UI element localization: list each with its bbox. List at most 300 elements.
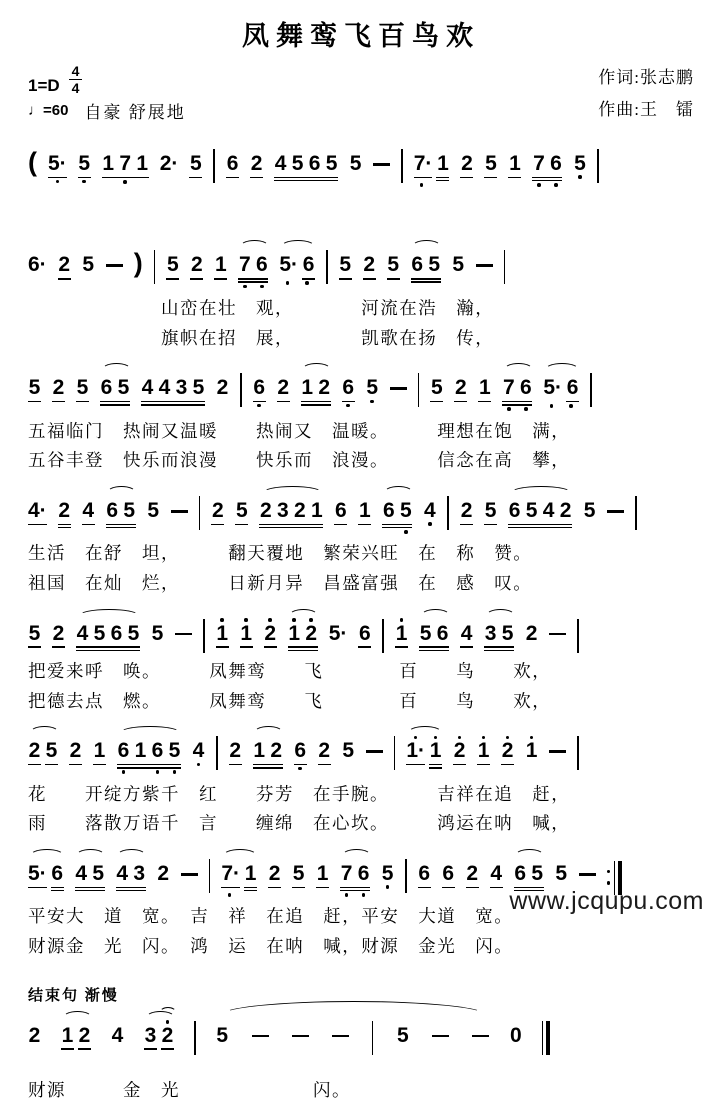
note-number: 2	[52, 621, 65, 645]
barline	[326, 250, 328, 284]
note	[136, 147, 149, 174]
note	[69, 734, 82, 765]
duration-dash	[181, 873, 198, 876]
beam-underlines	[52, 646, 65, 648]
barline	[577, 619, 579, 653]
beam-underlines	[214, 278, 227, 280]
octave-dot	[428, 522, 432, 526]
beam-underlines	[190, 278, 203, 280]
beam-underlines	[406, 764, 425, 766]
note-number: 1	[61, 1023, 74, 1047]
note-group	[141, 371, 205, 405]
note	[316, 857, 329, 888]
note-number: 4	[158, 376, 171, 400]
note	[119, 147, 132, 174]
note-number: 1	[525, 739, 538, 763]
group-notes	[502, 371, 532, 398]
tempo-value: =60	[43, 102, 69, 120]
note	[192, 734, 205, 767]
beam-underlines	[58, 524, 71, 529]
lyrics-row: 财源金 光 闪。 鸿 运 在呐 喊，财源 金光 闪。	[28, 936, 514, 957]
key-signature: 1=D	[28, 76, 60, 96]
note-number: 5	[92, 862, 105, 886]
duration-dash	[390, 387, 407, 390]
note-number: 2	[318, 739, 331, 763]
note	[255, 248, 268, 275]
group-notes	[508, 494, 572, 521]
beam-underlines	[226, 177, 239, 179]
octave-dot-slot	[414, 181, 430, 188]
duration-dash	[476, 264, 493, 267]
beam-underline	[301, 404, 331, 406]
note	[82, 248, 95, 275]
beam-underline	[69, 764, 82, 766]
duration-dash	[579, 873, 596, 876]
note-number: 5	[123, 499, 136, 523]
notes-row	[28, 137, 694, 188]
note-number: 5	[501, 621, 514, 645]
note	[318, 734, 331, 765]
group-notes	[274, 147, 338, 174]
note	[423, 494, 436, 527]
credits-block	[598, 63, 694, 123]
note-number: 1	[509, 152, 521, 176]
beam-underline	[490, 887, 503, 889]
note-number: 5	[555, 862, 568, 886]
beam-underlines	[292, 887, 305, 889]
note	[559, 494, 572, 521]
note-number: 5	[151, 621, 164, 645]
duration-dash	[366, 750, 383, 753]
beam-underline	[240, 646, 253, 648]
notes-row	[28, 724, 694, 775]
octave-dot	[569, 404, 573, 408]
barline	[199, 496, 201, 530]
note-number: 2	[58, 253, 71, 277]
note-number: 0	[510, 1023, 522, 1047]
note	[61, 1019, 74, 1050]
note	[134, 734, 147, 761]
barline	[240, 373, 242, 407]
beam-underlines	[75, 887, 105, 892]
note	[28, 617, 41, 648]
octave-dot-slot	[119, 178, 132, 185]
group-notes	[382, 494, 412, 521]
note-number: 5	[339, 253, 352, 277]
note-number: 6	[308, 152, 321, 176]
note-number: 1	[102, 152, 115, 176]
lyrics-row: 把爱来呼 唤。 凤舞鸾 飞 百 鸟 欢，	[28, 660, 552, 681]
note-number: 4	[111, 1023, 124, 1047]
note	[157, 857, 170, 884]
note-number: 6	[335, 499, 347, 523]
octave-dot	[346, 404, 350, 408]
beam-underline	[340, 887, 370, 889]
note	[151, 734, 164, 761]
note	[484, 494, 497, 525]
beam-underlines	[430, 401, 443, 403]
note-number: 1	[477, 739, 490, 763]
beam-underline	[253, 767, 283, 769]
note-number: 1	[253, 739, 266, 763]
note-number: 5	[431, 376, 443, 400]
notes-row	[28, 607, 694, 653]
note	[414, 147, 433, 178]
beam-underline	[28, 401, 41, 403]
note	[525, 617, 538, 644]
note	[508, 494, 521, 521]
note	[111, 1019, 124, 1046]
note-number: 5	[525, 499, 538, 523]
octave-dot	[607, 881, 611, 885]
note	[334, 494, 347, 525]
slur-group	[28, 857, 64, 891]
beam-underlines	[229, 764, 242, 766]
note-number: 1	[311, 499, 323, 523]
note-number: 1	[215, 253, 227, 277]
note	[308, 147, 321, 174]
note	[76, 617, 89, 644]
note-number: 5	[28, 376, 41, 400]
duration-dash	[252, 1035, 269, 1038]
quarter-note-icon: ♩	[28, 102, 43, 120]
beam-underlines	[240, 646, 253, 648]
beam-underlines	[358, 524, 371, 526]
note-number: 5	[574, 152, 586, 176]
note-number: 6	[508, 499, 521, 523]
note-number: 6	[411, 253, 424, 277]
barline	[577, 736, 579, 770]
note	[28, 1019, 41, 1046]
octave-dot-slot	[102, 178, 115, 185]
beam-underlines	[501, 764, 514, 766]
beam-underline	[484, 650, 514, 652]
note	[28, 734, 41, 765]
beam-underlines	[82, 524, 95, 526]
group-octave-dots	[238, 283, 268, 290]
note	[543, 371, 562, 398]
note	[542, 494, 555, 521]
octave-dot-slot	[279, 280, 295, 287]
note	[244, 857, 257, 891]
note	[211, 494, 224, 525]
note	[429, 734, 442, 768]
duration-dash	[549, 750, 566, 753]
group-notes	[141, 371, 205, 398]
octave-dot-slot	[370, 398, 374, 404]
note-number: 6	[117, 739, 130, 763]
score-header	[28, 63, 694, 123]
note	[428, 248, 441, 275]
octave-dot	[260, 285, 264, 289]
note-number: 7·	[221, 862, 241, 886]
slur-group	[301, 371, 331, 405]
octave-dot	[228, 893, 232, 897]
beam-underline	[28, 524, 47, 526]
octave-dot-slot	[399, 528, 412, 535]
note-number: 1	[359, 499, 371, 523]
octave-dot	[420, 183, 424, 187]
note	[276, 494, 289, 521]
note	[436, 617, 449, 644]
note	[301, 371, 314, 398]
slur-group	[484, 617, 514, 651]
beam-underline	[52, 401, 65, 403]
note-number: 4	[542, 499, 555, 523]
note	[93, 734, 106, 765]
intro-paren: )	[133, 248, 143, 279]
note	[387, 248, 400, 279]
key-tempo-block	[28, 63, 186, 123]
group-octave-dots	[340, 891, 370, 898]
note-number: 2	[318, 376, 331, 400]
notes-row	[28, 361, 694, 412]
beam-underlines	[211, 524, 224, 526]
beam-underline	[268, 887, 281, 889]
note	[294, 734, 307, 771]
beam-underline	[436, 180, 449, 182]
note-number: 6	[51, 862, 64, 886]
note	[110, 617, 123, 644]
note-number: 3	[175, 376, 188, 400]
beam-underline	[244, 887, 257, 889]
note	[102, 147, 115, 174]
beam-underline	[302, 278, 315, 280]
note	[93, 617, 106, 644]
note-number: 5	[236, 499, 248, 523]
note	[525, 734, 538, 761]
note-number: 2	[363, 253, 376, 277]
octave-dot-slot	[255, 283, 268, 290]
note	[158, 371, 171, 398]
beam-underline	[250, 177, 263, 179]
note	[340, 857, 353, 884]
fermata-note	[161, 1019, 174, 1050]
note	[478, 371, 491, 402]
beam-underline	[501, 764, 514, 766]
barline	[394, 736, 396, 770]
note	[460, 617, 473, 648]
note-number: 6	[357, 862, 370, 886]
group-notes	[144, 1019, 174, 1050]
time-signature-top: 4	[69, 63, 83, 80]
note	[454, 371, 467, 402]
slur-group	[116, 857, 146, 891]
tie-group	[216, 1019, 490, 1055]
tempo-marking	[28, 102, 68, 119]
beam-underline	[221, 887, 240, 889]
note	[395, 617, 408, 648]
note-number: 6	[342, 376, 355, 400]
note-number: 2	[58, 499, 71, 523]
beam-underlines	[268, 887, 281, 889]
octave-dot-slot	[382, 528, 395, 535]
expression-marking: 自豪 舒展地	[84, 103, 186, 123]
lyrics-row: 花 开绽方紫千 红 芬芳 在手腕。 吉祥在追 赶，	[28, 783, 571, 804]
octave-dot	[607, 870, 611, 874]
octave-dot-slot	[434, 181, 450, 188]
beam-underline	[28, 887, 47, 889]
beam-underlines	[259, 524, 323, 529]
slur-group	[411, 248, 441, 282]
note	[363, 248, 376, 279]
group-notes	[411, 248, 441, 275]
beam-underlines	[52, 401, 65, 403]
beam-underline	[100, 401, 130, 403]
note-number: 2	[212, 499, 224, 523]
group-notes	[259, 494, 323, 521]
note-number: 5·	[48, 152, 67, 176]
note-number: 6	[151, 739, 164, 763]
note	[310, 494, 323, 521]
music-line	[28, 984, 694, 1102]
octave-dot	[554, 183, 558, 187]
note-number: 5	[484, 499, 497, 523]
note-number: 1	[301, 376, 314, 400]
note-number: 5	[216, 1023, 229, 1047]
note	[250, 147, 263, 178]
group-notes	[484, 617, 514, 644]
note	[253, 734, 266, 761]
note	[399, 494, 412, 521]
beam-underline	[411, 281, 441, 283]
beam-underline	[477, 764, 490, 766]
note-number: 1	[93, 739, 106, 763]
lyrics-row: 财源 金 光 闪。	[28, 1079, 351, 1100]
beam-underline	[395, 646, 408, 648]
beam-underlines	[411, 278, 441, 283]
note	[342, 734, 355, 761]
octave-dot-slot	[519, 406, 532, 413]
note	[229, 734, 242, 765]
note-number: 5	[117, 376, 130, 400]
slur-group	[543, 371, 579, 409]
duration-dash	[332, 1035, 349, 1038]
note	[381, 857, 394, 890]
beam-underline	[363, 278, 376, 280]
beam-underline	[45, 764, 58, 766]
beam-underline	[411, 278, 441, 280]
octave-dot-slot	[340, 891, 353, 898]
barline	[447, 496, 449, 530]
beam-underline	[226, 177, 239, 179]
duration-dash	[373, 163, 390, 166]
note-number: 2	[157, 862, 170, 886]
note	[123, 494, 136, 521]
slur-group	[61, 1019, 91, 1050]
beam-underline	[339, 278, 352, 280]
note	[147, 494, 160, 521]
beam-underlines	[100, 401, 130, 406]
group-notes	[106, 494, 136, 521]
octave-dot-slot	[117, 769, 130, 776]
note	[501, 617, 514, 644]
note	[52, 617, 65, 648]
note-number: 6	[253, 376, 266, 400]
note-number: 4	[192, 739, 205, 763]
repeat-dots	[607, 870, 611, 885]
note	[264, 617, 277, 648]
beam-underlines	[477, 764, 490, 766]
note	[419, 617, 432, 644]
beam-underline	[161, 1048, 174, 1050]
beam-underline	[334, 524, 347, 526]
octave-dot	[156, 770, 160, 774]
note-number: 4	[82, 499, 95, 523]
lyrics-row: 平安大 道 宽。 吉 祥 在追 赶，平安 大道 宽。	[28, 906, 514, 927]
note-number: 5	[291, 152, 304, 176]
note	[76, 371, 89, 402]
beam-underline	[460, 646, 473, 648]
final-barline	[542, 1021, 550, 1055]
beam-underline	[253, 764, 283, 766]
note-number: 2	[277, 376, 290, 400]
slur-group	[28, 734, 58, 765]
beam-underline	[301, 401, 331, 403]
duration-dash	[607, 510, 624, 513]
note-number: 6	[294, 739, 307, 763]
note	[192, 371, 205, 398]
slur-group	[419, 617, 449, 651]
note	[466, 857, 479, 888]
note	[268, 857, 281, 888]
beam-underline	[28, 764, 41, 766]
octave-dot-slot	[221, 891, 237, 898]
beam-underlines	[436, 177, 449, 182]
beam-underline	[244, 890, 257, 892]
beam-underlines	[28, 887, 47, 889]
note-number: 4	[141, 376, 154, 400]
beam-underlines	[244, 887, 257, 892]
note	[406, 734, 425, 765]
beam-underlines	[250, 177, 263, 179]
note	[279, 248, 298, 275]
group-octave-dots	[414, 181, 450, 188]
octave-dot-slot	[346, 402, 350, 408]
note-number: 5	[419, 621, 432, 645]
beam-underline	[484, 646, 514, 648]
beam-underlines	[358, 646, 371, 648]
beam-underlines	[454, 401, 467, 403]
beam-underlines	[216, 646, 229, 648]
note	[349, 147, 362, 174]
duration-dash	[171, 510, 188, 513]
note-number: 7	[340, 862, 353, 886]
beam-underline	[382, 524, 412, 526]
note	[501, 734, 514, 765]
note	[100, 371, 113, 398]
note	[116, 857, 129, 884]
beam-underlines	[508, 524, 572, 529]
group-notes	[76, 617, 140, 644]
section-label: 结束句 渐慢	[28, 987, 119, 1004]
slur-group	[288, 617, 318, 651]
barline	[590, 373, 592, 407]
note-number: 5·	[279, 253, 299, 277]
beam-underline	[76, 401, 89, 403]
slur-group	[76, 617, 140, 651]
note-number: 2	[501, 739, 514, 763]
beam-underline	[216, 646, 229, 648]
note-number: 5	[82, 253, 95, 277]
group-notes	[61, 1019, 91, 1050]
duration-dash	[549, 633, 566, 636]
note-number: 1	[240, 621, 253, 645]
group-notes	[414, 147, 450, 181]
duration-dash	[292, 1035, 309, 1038]
note-number: 5	[349, 152, 362, 176]
note-number: 4	[75, 862, 88, 886]
